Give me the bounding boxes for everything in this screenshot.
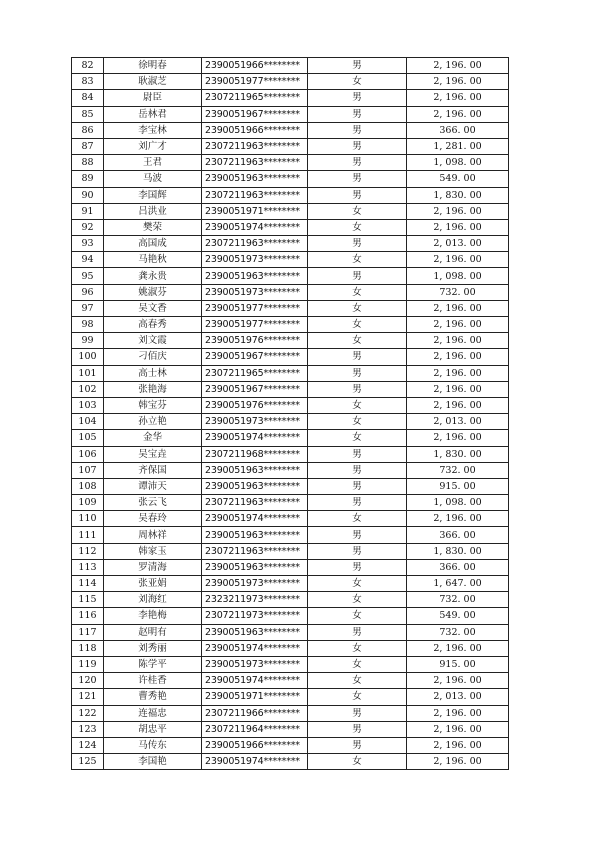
id-number-cell: 2390051973******** bbox=[202, 252, 308, 268]
row-number-cell: 110 bbox=[72, 511, 104, 527]
id-number-cell: 2390051974******** bbox=[202, 640, 308, 656]
person-name-cell: 刘秀丽 bbox=[104, 640, 202, 656]
gender-cell: 女 bbox=[308, 592, 407, 608]
gender-cell: 女 bbox=[308, 608, 407, 624]
amount-cell: 549. 00 bbox=[407, 171, 509, 187]
person-name-cell: 金华 bbox=[104, 430, 202, 446]
amount-cell: 1, 647. 00 bbox=[407, 576, 509, 592]
person-name-cell: 高春秀 bbox=[104, 317, 202, 333]
person-name-cell: 吴春玲 bbox=[104, 511, 202, 527]
table-row bbox=[72, 414, 509, 430]
table-row bbox=[72, 689, 509, 705]
person-name-cell: 吴宝垚 bbox=[104, 446, 202, 462]
id-number-cell: 2390051963******** bbox=[202, 478, 308, 494]
row-number-cell: 113 bbox=[72, 559, 104, 575]
id-number-cell: 2390051976******** bbox=[202, 397, 308, 413]
id-number-cell: 2390051966******** bbox=[202, 737, 308, 753]
person-name-cell: 曹秀艳 bbox=[104, 689, 202, 705]
amount-cell: 366. 00 bbox=[407, 122, 509, 138]
table-row bbox=[72, 381, 509, 397]
id-number-cell: 2390051976******** bbox=[202, 333, 308, 349]
person-name-cell: 徐明春 bbox=[104, 58, 202, 74]
id-number-cell: 2390051973******** bbox=[202, 414, 308, 430]
row-number-cell: 119 bbox=[72, 656, 104, 672]
amount-cell: 2, 196. 00 bbox=[407, 300, 509, 316]
person-name-cell: 龚永贵 bbox=[104, 268, 202, 284]
person-name-cell: 樊荣 bbox=[104, 219, 202, 235]
row-number-cell: 87 bbox=[72, 138, 104, 154]
amount-cell: 2, 196. 00 bbox=[407, 381, 509, 397]
row-number-cell: 112 bbox=[72, 543, 104, 559]
amount-cell: 732. 00 bbox=[407, 592, 509, 608]
gender-cell: 男 bbox=[308, 705, 407, 721]
table-row bbox=[72, 559, 509, 575]
amount-cell: 1, 830. 00 bbox=[407, 543, 509, 559]
person-name-cell: 罗清海 bbox=[104, 559, 202, 575]
gender-cell: 男 bbox=[308, 268, 407, 284]
row-number-cell: 100 bbox=[72, 349, 104, 365]
id-number-cell: 2390051977******** bbox=[202, 74, 308, 90]
row-number-cell: 82 bbox=[72, 58, 104, 74]
amount-cell: 915. 00 bbox=[407, 656, 509, 672]
id-number-cell: 2390051977******** bbox=[202, 317, 308, 333]
gender-cell: 男 bbox=[308, 106, 407, 122]
id-number-cell: 2390051977******** bbox=[202, 300, 308, 316]
person-name-cell: 韩宝芬 bbox=[104, 397, 202, 413]
amount-cell: 915. 00 bbox=[407, 478, 509, 494]
amount-cell: 732. 00 bbox=[407, 624, 509, 640]
gender-cell: 女 bbox=[308, 576, 407, 592]
id-number-cell: 2390051963******** bbox=[202, 624, 308, 640]
amount-cell: 1, 830. 00 bbox=[407, 446, 509, 462]
table-row bbox=[72, 106, 509, 122]
table-row bbox=[72, 74, 509, 90]
person-name-cell: 马艳秋 bbox=[104, 252, 202, 268]
row-number-cell: 105 bbox=[72, 430, 104, 446]
gender-cell: 女 bbox=[308, 511, 407, 527]
row-number-cell: 111 bbox=[72, 527, 104, 543]
gender-cell: 男 bbox=[308, 58, 407, 74]
id-number-cell: 2390051963******** bbox=[202, 268, 308, 284]
person-name-cell: 李艳梅 bbox=[104, 608, 202, 624]
person-name-cell: 张亚娟 bbox=[104, 576, 202, 592]
table-row bbox=[72, 219, 509, 235]
table-row bbox=[72, 252, 509, 268]
table-row bbox=[72, 446, 509, 462]
gender-cell: 男 bbox=[308, 559, 407, 575]
gender-cell: 女 bbox=[308, 414, 407, 430]
id-number-cell: 2323211973******** bbox=[202, 592, 308, 608]
person-name-cell: 周林祥 bbox=[104, 527, 202, 543]
person-name-cell: 胡忠平 bbox=[104, 721, 202, 737]
id-number-cell: 2307211963******** bbox=[202, 543, 308, 559]
row-number-cell: 123 bbox=[72, 721, 104, 737]
gender-cell: 男 bbox=[308, 462, 407, 478]
person-name-cell: 吴文香 bbox=[104, 300, 202, 316]
person-name-cell: 李宝林 bbox=[104, 122, 202, 138]
person-name-cell: 刘海红 bbox=[104, 592, 202, 608]
id-number-cell: 2307211965******** bbox=[202, 90, 308, 106]
person-name-cell: 陈学平 bbox=[104, 656, 202, 672]
gender-cell: 男 bbox=[308, 624, 407, 640]
table-row bbox=[72, 462, 509, 478]
row-number-cell: 115 bbox=[72, 592, 104, 608]
id-number-cell: 2390051963******** bbox=[202, 171, 308, 187]
row-number-cell: 125 bbox=[72, 754, 104, 770]
row-number-cell: 108 bbox=[72, 478, 104, 494]
gender-cell: 男 bbox=[308, 155, 407, 171]
person-name-cell: 马波 bbox=[104, 171, 202, 187]
id-number-cell: 2390051971******** bbox=[202, 689, 308, 705]
gender-cell: 男 bbox=[308, 236, 407, 252]
gender-cell: 女 bbox=[308, 284, 407, 300]
amount-cell: 366. 00 bbox=[407, 559, 509, 575]
id-number-cell: 2307211965******** bbox=[202, 365, 308, 381]
table-row bbox=[72, 284, 509, 300]
gender-cell: 女 bbox=[308, 673, 407, 689]
amount-cell: 2, 196. 00 bbox=[407, 640, 509, 656]
person-name-cell: 李国艳 bbox=[104, 754, 202, 770]
table-row bbox=[72, 333, 509, 349]
row-number-cell: 91 bbox=[72, 203, 104, 219]
amount-cell: 2, 196. 00 bbox=[407, 397, 509, 413]
row-number-cell: 95 bbox=[72, 268, 104, 284]
row-number-cell: 92 bbox=[72, 219, 104, 235]
person-name-cell: 李国辉 bbox=[104, 187, 202, 203]
amount-cell: 2, 013. 00 bbox=[407, 236, 509, 252]
table-row bbox=[72, 608, 509, 624]
person-name-cell: 刁佰庆 bbox=[104, 349, 202, 365]
amount-cell: 2, 196. 00 bbox=[407, 252, 509, 268]
person-name-cell: 赵明有 bbox=[104, 624, 202, 640]
row-number-cell: 93 bbox=[72, 236, 104, 252]
amount-cell: 2, 196. 00 bbox=[407, 705, 509, 721]
amount-cell: 1, 098. 00 bbox=[407, 495, 509, 511]
gender-cell: 男 bbox=[308, 543, 407, 559]
amount-cell: 2, 196. 00 bbox=[407, 365, 509, 381]
amount-cell: 2, 013. 00 bbox=[407, 689, 509, 705]
gender-cell: 男 bbox=[308, 365, 407, 381]
id-number-cell: 2390051963******** bbox=[202, 462, 308, 478]
id-number-cell: 2390051967******** bbox=[202, 106, 308, 122]
gender-cell: 女 bbox=[308, 74, 407, 90]
id-number-cell: 2390051963******** bbox=[202, 559, 308, 575]
row-number-cell: 124 bbox=[72, 737, 104, 753]
row-number-cell: 114 bbox=[72, 576, 104, 592]
row-number-cell: 104 bbox=[72, 414, 104, 430]
gender-cell: 女 bbox=[308, 640, 407, 656]
table-row bbox=[72, 365, 509, 381]
amount-cell: 2, 196. 00 bbox=[407, 317, 509, 333]
amount-cell: 2, 196. 00 bbox=[407, 74, 509, 90]
amount-cell: 2, 196. 00 bbox=[407, 754, 509, 770]
row-number-cell: 117 bbox=[72, 624, 104, 640]
row-number-cell: 122 bbox=[72, 705, 104, 721]
person-name-cell: 连福忠 bbox=[104, 705, 202, 721]
amount-cell: 2, 196. 00 bbox=[407, 673, 509, 689]
id-number-cell: 2307211963******** bbox=[202, 138, 308, 154]
gender-cell: 男 bbox=[308, 90, 407, 106]
table-row bbox=[72, 656, 509, 672]
row-number-cell: 121 bbox=[72, 689, 104, 705]
row-number-cell: 107 bbox=[72, 462, 104, 478]
amount-cell: 2, 196. 00 bbox=[407, 430, 509, 446]
table-row bbox=[72, 737, 509, 753]
person-name-cell: 高国成 bbox=[104, 236, 202, 252]
table-row bbox=[72, 397, 509, 413]
id-number-cell: 2390051967******** bbox=[202, 381, 308, 397]
row-number-cell: 84 bbox=[72, 90, 104, 106]
gender-cell: 女 bbox=[308, 430, 407, 446]
amount-cell: 2, 196. 00 bbox=[407, 511, 509, 527]
person-name-cell: 耿淑芝 bbox=[104, 74, 202, 90]
person-name-cell: 马传东 bbox=[104, 737, 202, 753]
table-row bbox=[72, 58, 509, 74]
gender-cell: 男 bbox=[308, 478, 407, 494]
person-name-cell: 王君 bbox=[104, 155, 202, 171]
id-number-cell: 2307211963******** bbox=[202, 236, 308, 252]
gender-cell: 女 bbox=[308, 333, 407, 349]
table-row bbox=[72, 543, 509, 559]
row-number-cell: 118 bbox=[72, 640, 104, 656]
table-row bbox=[72, 317, 509, 333]
table-row bbox=[72, 527, 509, 543]
table-row bbox=[72, 754, 509, 770]
id-number-cell: 2307211973******** bbox=[202, 608, 308, 624]
id-number-cell: 2390051974******** bbox=[202, 673, 308, 689]
table-row bbox=[72, 511, 509, 527]
table-row bbox=[72, 624, 509, 640]
row-number-cell: 106 bbox=[72, 446, 104, 462]
table-row bbox=[72, 673, 509, 689]
person-name-cell: 孙立艳 bbox=[104, 414, 202, 430]
amount-cell: 732. 00 bbox=[407, 284, 509, 300]
amount-cell: 2, 196. 00 bbox=[407, 106, 509, 122]
id-number-cell: 2307211966******** bbox=[202, 705, 308, 721]
amount-cell: 2, 196. 00 bbox=[407, 203, 509, 219]
amount-cell: 2, 196. 00 bbox=[407, 721, 509, 737]
gender-cell: 男 bbox=[308, 737, 407, 753]
table-row bbox=[72, 203, 509, 219]
gender-cell: 男 bbox=[308, 495, 407, 511]
row-number-cell: 103 bbox=[72, 397, 104, 413]
gender-cell: 男 bbox=[308, 122, 407, 138]
table-row bbox=[72, 171, 509, 187]
id-number-cell: 2307211968******** bbox=[202, 446, 308, 462]
id-number-cell: 2307211963******** bbox=[202, 155, 308, 171]
table-row bbox=[72, 138, 509, 154]
gender-cell: 男 bbox=[308, 721, 407, 737]
amount-cell: 1, 098. 00 bbox=[407, 268, 509, 284]
person-name-cell: 齐保国 bbox=[104, 462, 202, 478]
amount-cell: 1, 281. 00 bbox=[407, 138, 509, 154]
table-row bbox=[72, 90, 509, 106]
id-number-cell: 2390051963******** bbox=[202, 527, 308, 543]
person-name-cell: 张云飞 bbox=[104, 495, 202, 511]
person-name-cell: 谭沛天 bbox=[104, 478, 202, 494]
gender-cell: 女 bbox=[308, 219, 407, 235]
row-number-cell: 94 bbox=[72, 252, 104, 268]
roster-table-body bbox=[72, 58, 509, 770]
table-row bbox=[72, 122, 509, 138]
person-name-cell: 许桂香 bbox=[104, 673, 202, 689]
gender-cell: 男 bbox=[308, 171, 407, 187]
row-number-cell: 83 bbox=[72, 74, 104, 90]
gender-cell: 女 bbox=[308, 656, 407, 672]
row-number-cell: 90 bbox=[72, 187, 104, 203]
gender-cell: 男 bbox=[308, 138, 407, 154]
row-number-cell: 89 bbox=[72, 171, 104, 187]
amount-cell: 2, 196. 00 bbox=[407, 737, 509, 753]
person-name-cell: 岳林君 bbox=[104, 106, 202, 122]
table-row bbox=[72, 576, 509, 592]
table-row bbox=[72, 721, 509, 737]
id-number-cell: 2390051973******** bbox=[202, 284, 308, 300]
person-name-cell: 吕洪业 bbox=[104, 203, 202, 219]
gender-cell: 女 bbox=[308, 203, 407, 219]
row-number-cell: 116 bbox=[72, 608, 104, 624]
amount-cell: 2, 196. 00 bbox=[407, 90, 509, 106]
gender-cell: 女 bbox=[308, 754, 407, 770]
gender-cell: 男 bbox=[308, 446, 407, 462]
id-number-cell: 2307211963******** bbox=[202, 495, 308, 511]
roster-table bbox=[71, 57, 509, 770]
amount-cell: 1, 830. 00 bbox=[407, 187, 509, 203]
id-number-cell: 2390051974******** bbox=[202, 511, 308, 527]
amount-cell: 2, 013. 00 bbox=[407, 414, 509, 430]
table-row bbox=[72, 592, 509, 608]
table-row bbox=[72, 478, 509, 494]
table-row bbox=[72, 705, 509, 721]
table-row bbox=[72, 155, 509, 171]
id-number-cell: 2390051966******** bbox=[202, 58, 308, 74]
amount-cell: 732. 00 bbox=[407, 462, 509, 478]
row-number-cell: 97 bbox=[72, 300, 104, 316]
row-number-cell: 120 bbox=[72, 673, 104, 689]
gender-cell: 女 bbox=[308, 300, 407, 316]
table-row bbox=[72, 640, 509, 656]
person-name-cell: 刘文霞 bbox=[104, 333, 202, 349]
amount-cell: 2, 196. 00 bbox=[407, 349, 509, 365]
gender-cell: 男 bbox=[308, 187, 407, 203]
row-number-cell: 109 bbox=[72, 495, 104, 511]
id-number-cell: 2390051966******** bbox=[202, 122, 308, 138]
amount-cell: 1, 098. 00 bbox=[407, 155, 509, 171]
id-number-cell: 2390051974******** bbox=[202, 219, 308, 235]
gender-cell: 女 bbox=[308, 689, 407, 705]
gender-cell: 女 bbox=[308, 317, 407, 333]
gender-cell: 男 bbox=[308, 527, 407, 543]
person-name-cell: 刘广才 bbox=[104, 138, 202, 154]
row-number-cell: 88 bbox=[72, 155, 104, 171]
table-row bbox=[72, 349, 509, 365]
row-number-cell: 96 bbox=[72, 284, 104, 300]
person-name-cell: 韩家玉 bbox=[104, 543, 202, 559]
table-row bbox=[72, 187, 509, 203]
person-name-cell: 张艳海 bbox=[104, 381, 202, 397]
id-number-cell: 2390051967******** bbox=[202, 349, 308, 365]
id-number-cell: 2307211963******** bbox=[202, 187, 308, 203]
amount-cell: 549. 00 bbox=[407, 608, 509, 624]
table-row bbox=[72, 495, 509, 511]
id-number-cell: 2390051974******** bbox=[202, 430, 308, 446]
row-number-cell: 85 bbox=[72, 106, 104, 122]
gender-cell: 男 bbox=[308, 381, 407, 397]
gender-cell: 女 bbox=[308, 252, 407, 268]
gender-cell: 女 bbox=[308, 397, 407, 413]
id-number-cell: 2390051974******** bbox=[202, 754, 308, 770]
id-number-cell: 2307211964******** bbox=[202, 721, 308, 737]
amount-cell: 366. 00 bbox=[407, 527, 509, 543]
id-number-cell: 2390051973******** bbox=[202, 576, 308, 592]
person-name-cell: 姚淑芬 bbox=[104, 284, 202, 300]
row-number-cell: 86 bbox=[72, 122, 104, 138]
table-row bbox=[72, 268, 509, 284]
person-name-cell: 高士林 bbox=[104, 365, 202, 381]
table-row bbox=[72, 236, 509, 252]
amount-cell: 2, 196. 00 bbox=[407, 219, 509, 235]
row-number-cell: 101 bbox=[72, 365, 104, 381]
amount-cell: 2, 196. 00 bbox=[407, 333, 509, 349]
person-name-cell: 尉臣 bbox=[104, 90, 202, 106]
gender-cell: 男 bbox=[308, 349, 407, 365]
row-number-cell: 99 bbox=[72, 333, 104, 349]
table-row bbox=[72, 430, 509, 446]
amount-cell: 2, 196. 00 bbox=[407, 58, 509, 74]
row-number-cell: 98 bbox=[72, 317, 104, 333]
id-number-cell: 2390051973******** bbox=[202, 656, 308, 672]
row-number-cell: 102 bbox=[72, 381, 104, 397]
table-row bbox=[72, 300, 509, 316]
id-number-cell: 2390051971******** bbox=[202, 203, 308, 219]
